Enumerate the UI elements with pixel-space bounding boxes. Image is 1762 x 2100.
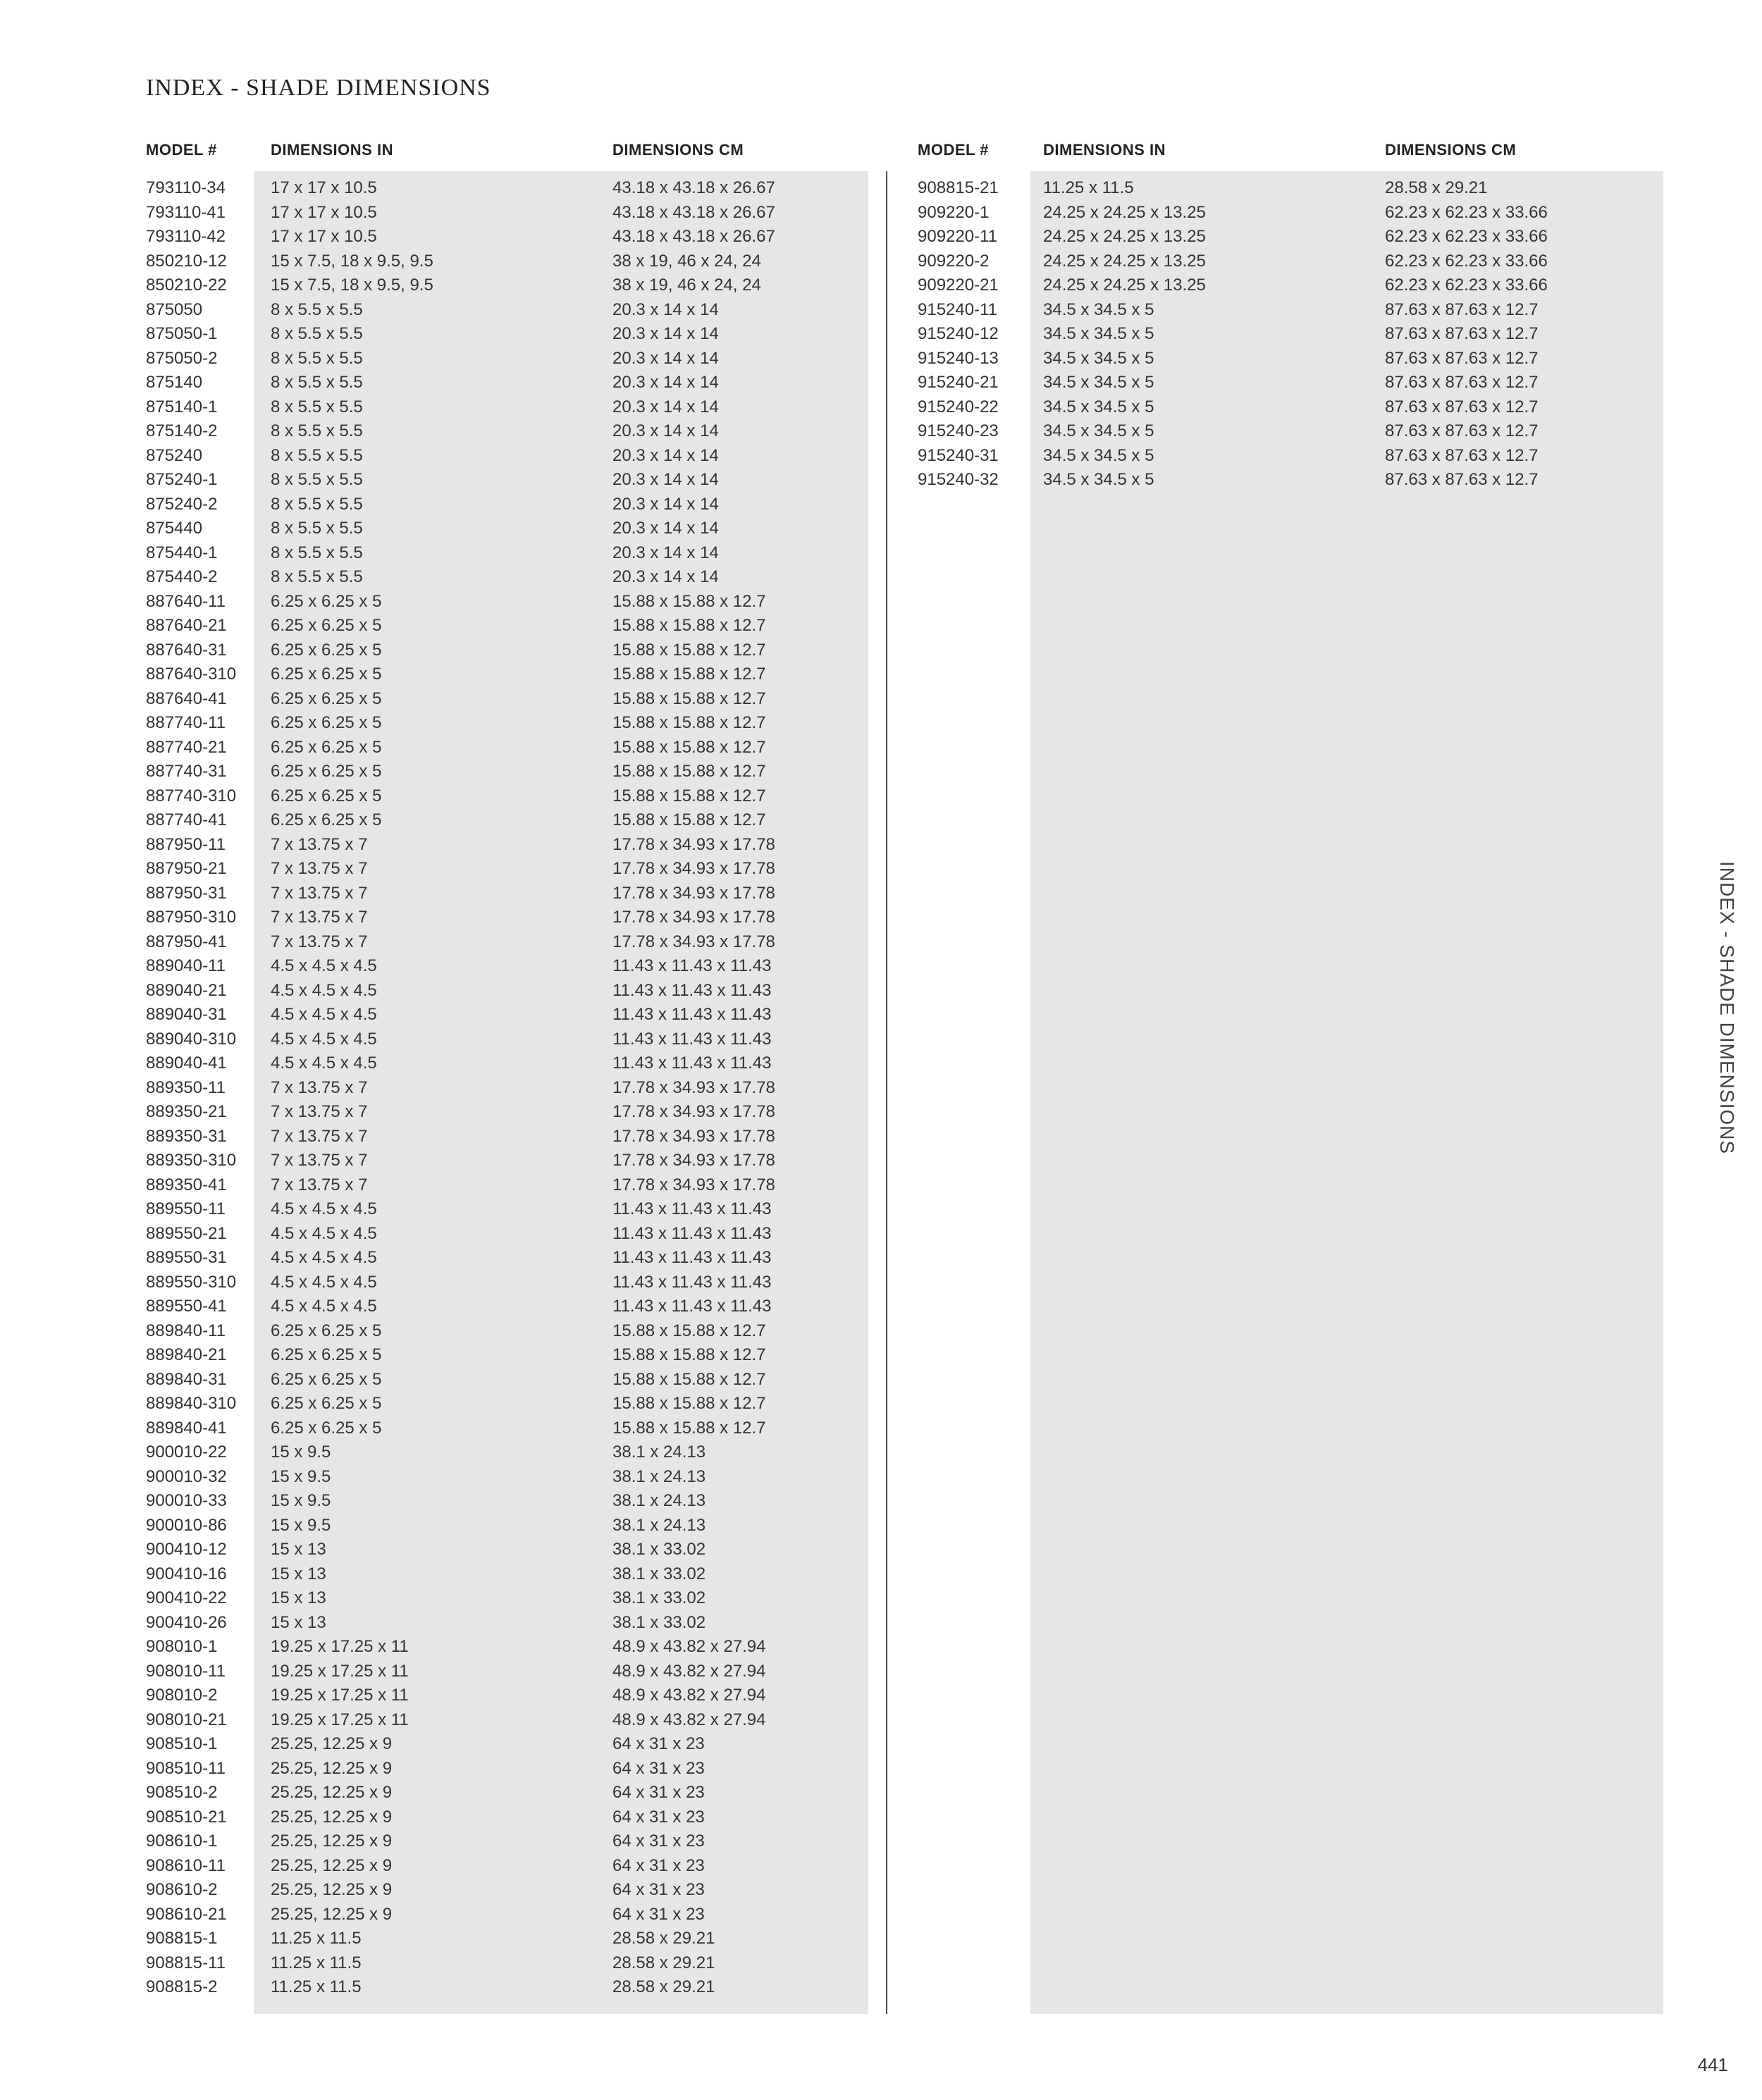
model-cell: 900010-32: [146, 1466, 227, 1486]
dimensions-cm-cell: 15.88 x 15.88 x 12.7: [612, 688, 766, 708]
dimensions-in-cell: 8 x 5.5 x 5.5: [271, 445, 363, 465]
model-cell: 908815-11: [146, 1953, 226, 1972]
dimensions-cm-cell: 38.1 x 33.02: [612, 1612, 706, 1632]
model-cell: 915240-22: [918, 397, 999, 416]
dimensions-cm-cell: 20.3 x 14 x 14: [612, 421, 719, 440]
dimensions-in-cell: 8 x 5.5 x 5.5: [271, 324, 363, 343]
dimensions-in-cell: 11.25 x 11.5: [271, 1977, 362, 1996]
model-cell: 887740-310: [146, 786, 237, 805]
dimensions-cm-cell: 17.78 x 34.93 x 17.78: [612, 1102, 775, 1121]
right-model-column: [918, 176, 999, 493]
dimensions-in-cell: 4.5 x 4.5 x 4.5: [271, 1029, 377, 1049]
model-cell: 908610-11: [146, 1855, 226, 1875]
model-cell: 793110-42: [146, 227, 226, 246]
dimensions-in-cell: 4.5 x 4.5 x 4.5: [271, 956, 377, 975]
dimensions-in-cell: 17 x 17 x 10.5: [271, 202, 377, 222]
dimensions-in-cell: 15 x 13: [271, 1540, 326, 1559]
model-cell: 889840-21: [146, 1345, 227, 1364]
dimensions-in-cell: 34.5 x 34.5 x 5: [1043, 348, 1154, 368]
model-cell: 900010-22: [146, 1443, 227, 1462]
dimensions-in-cell: 8 x 5.5 x 5.5: [271, 299, 363, 319]
model-cell: 887740-21: [146, 737, 227, 757]
dimensions-cm-cell: 38.1 x 24.13: [612, 1491, 706, 1510]
dimensions-in-cell: 6.25 x 6.25 x 5: [271, 810, 382, 829]
dimensions-in-cell: 7 x 13.75 x 7: [271, 1151, 368, 1170]
model-cell: 875240-1: [146, 470, 218, 489]
dimensions-cm-cell: 38.1 x 33.02: [612, 1588, 706, 1607]
model-cell: 889550-11: [146, 1199, 226, 1218]
model-cell: 889840-310: [146, 1394, 237, 1413]
model-cell: 889040-310: [146, 1029, 237, 1049]
dimensions-in-cell: 24.25 x 24.25 x 13.25: [1043, 202, 1206, 222]
dimensions-cm-cell: 87.63 x 87.63 x 12.7: [1385, 445, 1539, 465]
dimensions-in-cell: 7 x 13.75 x 7: [271, 1175, 368, 1194]
left-header-dimensions-in: DIMENSIONS IN: [271, 141, 393, 159]
dimensions-cm-cell: 15.88 x 15.88 x 12.7: [612, 1345, 766, 1364]
dimensions-cm-cell: 11.43 x 11.43 x 11.43: [612, 1297, 772, 1316]
dimensions-cm-cell: 87.63 x 87.63 x 12.7: [1385, 470, 1539, 489]
model-cell: 889040-41: [146, 1054, 227, 1073]
dimensions-in-cell: 15 x 9.5: [271, 1491, 331, 1510]
model-cell: 793110-41: [146, 202, 226, 222]
dimensions-in-cell: 15 x 7.5, 18 x 9.5, 9.5: [271, 276, 433, 295]
dimensions-in-cell: 7 x 13.75 x 7: [271, 883, 368, 903]
model-cell: 908815-2: [146, 1977, 218, 1996]
model-cell: 915240-31: [918, 445, 999, 465]
model-cell: 908510-2: [146, 1783, 218, 1802]
dimensions-cm-cell: 20.3 x 14 x 14: [612, 445, 719, 465]
dimensions-in-cell: 25.25, 12.25 x 9: [271, 1783, 393, 1802]
dimensions-in-cell: 17 x 17 x 10.5: [271, 227, 377, 246]
dimensions-in-cell: 4.5 x 4.5 x 4.5: [271, 1199, 377, 1218]
model-cell: 875140-1: [146, 397, 218, 416]
dimensions-cm-cell: 15.88 x 15.88 x 12.7: [612, 786, 766, 805]
model-cell: 889840-41: [146, 1418, 227, 1438]
dimensions-in-cell: 25.25, 12.25 x 9: [271, 1807, 393, 1827]
dimensions-in-cell: 7 x 13.75 x 7: [271, 908, 368, 927]
dimensions-cm-cell: 11.43 x 11.43 x 11.43: [612, 1199, 772, 1218]
dimensions-in-cell: 7 x 13.75 x 7: [271, 932, 368, 951]
dimensions-cm-cell: 11.43 x 11.43 x 11.43: [612, 980, 772, 1000]
dimensions-in-cell: 8 x 5.5 x 5.5: [271, 397, 363, 416]
dimensions-in-cell: 6.25 x 6.25 x 5: [271, 665, 382, 684]
dimensions-cm-cell: 43.18 x 43.18 x 26.67: [612, 202, 775, 222]
model-cell: 875240: [146, 445, 203, 465]
dimensions-cm-cell: 20.3 x 14 x 14: [612, 397, 719, 416]
dimensions-in-cell: 15 x 13: [271, 1564, 326, 1583]
dimensions-in-cell: 8 x 5.5 x 5.5: [271, 470, 363, 489]
right-header-model: MODEL #: [918, 141, 989, 159]
model-cell: 909220-2: [918, 251, 990, 271]
dimensions-in-cell: 7 x 13.75 x 7: [271, 834, 368, 854]
dimensions-in-cell: 25.25, 12.25 x 9: [271, 1832, 393, 1851]
model-cell: 875140-2: [146, 421, 218, 440]
dimensions-in-cell: 6.25 x 6.25 x 5: [271, 688, 382, 708]
dimensions-cm-cell: 28.58 x 29.21: [612, 1977, 715, 1996]
model-cell: 875050-1: [146, 324, 218, 343]
dimensions-in-cell: 4.5 x 4.5 x 4.5: [271, 1054, 377, 1073]
dimensions-in-cell: 4.5 x 4.5 x 4.5: [271, 980, 377, 1000]
dimensions-in-cell: 4.5 x 4.5 x 4.5: [271, 1005, 377, 1024]
dimensions-in-cell: 4.5 x 4.5 x 4.5: [271, 1297, 377, 1316]
dimensions-cm-cell: 15.88 x 15.88 x 12.7: [612, 1394, 766, 1413]
dimensions-in-cell: 34.5 x 34.5 x 5: [1043, 445, 1154, 465]
dimensions-in-cell: 19.25 x 17.25 x 11: [271, 1710, 409, 1729]
dimensions-in-cell: 19.25 x 17.25 x 11: [271, 1661, 409, 1681]
dimensions-cm-cell: 28.58 x 29.21: [612, 1953, 715, 1972]
left-header-model: MODEL #: [146, 141, 217, 159]
dimensions-cm-cell: 64 x 31 x 23: [612, 1783, 705, 1802]
dimensions-cm-cell: 87.63 x 87.63 x 12.7: [1385, 397, 1539, 416]
dimensions-cm-cell: 11.43 x 11.43 x 11.43: [612, 1029, 772, 1049]
dimensions-in-cell: 25.25, 12.25 x 9: [271, 1880, 393, 1899]
model-cell: 900410-26: [146, 1612, 227, 1632]
model-cell: 889350-11: [146, 1077, 226, 1097]
dimensions-in-cell: 8 x 5.5 x 5.5: [271, 373, 363, 392]
dimensions-cm-cell: 15.88 x 15.88 x 12.7: [612, 762, 766, 781]
dimensions-cm-cell: 11.43 x 11.43 x 11.43: [612, 1272, 772, 1292]
dimensions-in-cell: 11.25 x 11.5: [1043, 178, 1134, 197]
dimensions-cm-cell: 15.88 x 15.88 x 12.7: [612, 713, 766, 732]
left-header-dimensions-cm: DIMENSIONS CM: [612, 141, 744, 159]
dimensions-in-cell: 8 x 5.5 x 5.5: [271, 494, 363, 514]
dimensions-in-cell: 4.5 x 4.5 x 4.5: [271, 1248, 377, 1267]
dimensions-cm-cell: 17.78 x 34.93 x 17.78: [612, 1175, 775, 1194]
model-cell: 908815-1: [146, 1929, 218, 1948]
model-cell: 909220-11: [918, 227, 997, 246]
dimensions-cm-cell: 20.3 x 14 x 14: [612, 470, 719, 489]
dimensions-in-cell: 6.25 x 6.25 x 5: [271, 1321, 382, 1340]
model-cell: 915240-21: [918, 373, 999, 392]
dimensions-cm-cell: 11.43 x 11.43 x 11.43: [612, 1223, 772, 1243]
model-cell: 889550-21: [146, 1223, 227, 1243]
dimensions-cm-cell: 15.88 x 15.88 x 12.7: [612, 640, 766, 660]
dimensions-cm-cell: 11.43 x 11.43 x 11.43: [612, 1248, 772, 1267]
dimensions-cm-cell: 20.3 x 14 x 14: [612, 519, 719, 538]
dimensions-in-cell: 15 x 13: [271, 1588, 326, 1607]
model-cell: 908510-11: [146, 1758, 226, 1778]
dimensions-in-cell: 8 x 5.5 x 5.5: [271, 421, 363, 440]
model-cell: 908610-1: [146, 1832, 218, 1851]
dimensions-cm-cell: 15.88 x 15.88 x 12.7: [612, 1321, 766, 1340]
dimensions-cm-cell: 43.18 x 43.18 x 26.67: [612, 178, 775, 197]
left-dimensions-cm-column: [612, 176, 775, 2000]
dimensions-in-cell: 4.5 x 4.5 x 4.5: [271, 1272, 377, 1292]
dimensions-in-cell: 7 x 13.75 x 7: [271, 859, 368, 878]
dimensions-cm-cell: 38.1 x 24.13: [612, 1515, 706, 1535]
dimensions-cm-cell: 28.58 x 29.21: [612, 1929, 715, 1948]
dimensions-cm-cell: 17.78 x 34.93 x 17.78: [612, 908, 775, 927]
right-dimensions-cm-column: [1385, 176, 1548, 493]
dimensions-in-cell: 4.5 x 4.5 x 4.5: [271, 1223, 377, 1243]
dimensions-cm-cell: 11.43 x 11.43 x 11.43: [612, 1005, 772, 1024]
dimensions-in-cell: 15 x 13: [271, 1612, 326, 1632]
model-cell: 887950-31: [146, 883, 227, 903]
dimensions-in-cell: 6.25 x 6.25 x 5: [271, 713, 382, 732]
dimensions-cm-cell: 20.3 x 14 x 14: [612, 567, 719, 586]
dimensions-cm-cell: 17.78 x 34.93 x 17.78: [612, 859, 775, 878]
dimensions-cm-cell: 64 x 31 x 23: [612, 1758, 705, 1778]
dimensions-cm-cell: 38 x 19, 46 x 24, 24: [612, 276, 761, 295]
dimensions-cm-cell: 15.88 x 15.88 x 12.7: [612, 1369, 766, 1389]
dimensions-cm-cell: 48.9 x 43.82 x 27.94: [612, 1637, 766, 1656]
model-cell: 900410-22: [146, 1588, 227, 1607]
right-dimensions-in-column: [1043, 176, 1206, 493]
dimensions-in-cell: 6.25 x 6.25 x 5: [271, 762, 382, 781]
dimensions-cm-cell: 11.43 x 11.43 x 11.43: [612, 956, 772, 975]
dimensions-cm-cell: 15.88 x 15.88 x 12.7: [612, 616, 766, 635]
model-cell: 908510-21: [146, 1807, 227, 1827]
page-title: INDEX - SHADE DIMENSIONS: [146, 75, 491, 101]
dimensions-in-cell: 6.25 x 6.25 x 5: [271, 1394, 382, 1413]
dimensions-cm-cell: 20.3 x 14 x 14: [612, 543, 719, 562]
model-cell: 915240-13: [918, 348, 999, 368]
dimensions-in-cell: 15 x 9.5: [271, 1443, 331, 1462]
model-cell: 887950-21: [146, 859, 227, 878]
dimensions-cm-cell: 17.78 x 34.93 x 17.78: [612, 932, 775, 951]
model-cell: 793110-34: [146, 178, 226, 197]
dimensions-in-cell: 6.25 x 6.25 x 5: [271, 1369, 382, 1389]
dimensions-in-cell: 34.5 x 34.5 x 5: [1043, 324, 1154, 343]
model-cell: 908010-21: [146, 1710, 227, 1729]
dimensions-cm-cell: 20.3 x 14 x 14: [612, 348, 719, 368]
model-cell: 887740-11: [146, 713, 226, 732]
dimensions-in-cell: 34.5 x 34.5 x 5: [1043, 373, 1154, 392]
dimensions-in-cell: 8 x 5.5 x 5.5: [271, 543, 363, 562]
dimensions-cm-cell: 87.63 x 87.63 x 12.7: [1385, 324, 1539, 343]
model-cell: 889350-21: [146, 1102, 227, 1121]
dimensions-in-cell: 6.25 x 6.25 x 5: [271, 591, 382, 611]
model-cell: 908010-11: [146, 1661, 226, 1681]
dimensions-cm-cell: 17.78 x 34.93 x 17.78: [612, 1126, 775, 1146]
model-cell: 889840-11: [146, 1321, 226, 1340]
dimensions-in-cell: 7 x 13.75 x 7: [271, 1077, 368, 1097]
dimensions-cm-cell: 20.3 x 14 x 14: [612, 324, 719, 343]
model-cell: 900010-86: [146, 1515, 227, 1535]
model-cell: 908010-1: [146, 1637, 218, 1656]
model-cell: 889040-31: [146, 1005, 227, 1024]
model-cell: 887640-11: [146, 591, 226, 611]
dimensions-in-cell: 24.25 x 24.25 x 13.25: [1043, 276, 1206, 295]
model-cell: 889040-21: [146, 980, 227, 1000]
dimensions-cm-cell: 64 x 31 x 23: [612, 1855, 705, 1875]
dimensions-cm-cell: 87.63 x 87.63 x 12.7: [1385, 421, 1539, 440]
dimensions-cm-cell: 17.78 x 34.93 x 17.78: [612, 883, 775, 903]
left-model-column: [146, 176, 236, 2000]
dimensions-cm-cell: 48.9 x 43.82 x 27.94: [612, 1661, 766, 1681]
model-cell: 915240-32: [918, 470, 999, 489]
dimensions-in-cell: 11.25 x 11.5: [271, 1953, 362, 1972]
dimensions-in-cell: 25.25, 12.25 x 9: [271, 1758, 393, 1778]
dimensions-in-cell: 6.25 x 6.25 x 5: [271, 1345, 382, 1364]
dimensions-in-cell: 8 x 5.5 x 5.5: [271, 567, 363, 586]
model-cell: 889350-310: [146, 1151, 237, 1170]
model-cell: 887740-41: [146, 810, 227, 829]
dimensions-cm-cell: 64 x 31 x 23: [612, 1904, 705, 1924]
dimensions-cm-cell: 48.9 x 43.82 x 27.94: [612, 1710, 766, 1729]
dimensions-in-cell: 34.5 x 34.5 x 5: [1043, 299, 1154, 319]
dimensions-cm-cell: 11.43 x 11.43 x 11.43: [612, 1054, 772, 1073]
dimensions-cm-cell: 17.78 x 34.93 x 17.78: [612, 834, 775, 854]
dimensions-in-cell: 7 x 13.75 x 7: [271, 1126, 368, 1146]
model-cell: 889040-11: [146, 956, 226, 975]
model-cell: 887640-310: [146, 665, 237, 684]
dimensions-cm-cell: 62.23 x 62.23 x 33.66: [1385, 227, 1548, 246]
dimensions-cm-cell: 64 x 31 x 23: [612, 1832, 705, 1851]
dimensions-in-cell: 7 x 13.75 x 7: [271, 1102, 368, 1121]
dimensions-cm-cell: 17.78 x 34.93 x 17.78: [612, 1151, 775, 1170]
model-cell: 875440: [146, 519, 203, 538]
model-cell: 889550-41: [146, 1297, 227, 1316]
model-cell: 875440-1: [146, 543, 218, 562]
dimensions-cm-cell: 20.3 x 14 x 14: [612, 299, 719, 319]
model-cell: 915240-11: [918, 299, 997, 319]
dimensions-cm-cell: 15.88 x 15.88 x 12.7: [612, 591, 766, 611]
model-cell: 900410-16: [146, 1564, 227, 1583]
dimensions-cm-cell: 20.3 x 14 x 14: [612, 373, 719, 392]
dimensions-in-cell: 17 x 17 x 10.5: [271, 178, 377, 197]
dimensions-cm-cell: 38.1 x 33.02: [612, 1564, 706, 1583]
right-header-dimensions-cm: DIMENSIONS CM: [1385, 141, 1517, 159]
dimensions-in-cell: 8 x 5.5 x 5.5: [271, 519, 363, 538]
dimensions-cm-cell: 38.1 x 24.13: [612, 1443, 706, 1462]
dimensions-in-cell: 19.25 x 17.25 x 11: [271, 1686, 409, 1705]
dimensions-cm-cell: 64 x 31 x 23: [612, 1807, 705, 1827]
model-cell: 887640-21: [146, 616, 227, 635]
dimensions-in-cell: 34.5 x 34.5 x 5: [1043, 421, 1154, 440]
model-cell: 900010-33: [146, 1491, 227, 1510]
model-cell: 900410-12: [146, 1540, 227, 1559]
dimensions-in-cell: 24.25 x 24.25 x 13.25: [1043, 251, 1206, 271]
model-cell: 889550-310: [146, 1272, 237, 1292]
model-cell: 875440-2: [146, 567, 218, 586]
left-dimensions-in-column: [271, 176, 433, 2000]
dimensions-cm-cell: 62.23 x 62.23 x 33.66: [1385, 251, 1548, 271]
model-cell: 887950-11: [146, 834, 226, 854]
right-header-dimensions-in: DIMENSIONS IN: [1043, 141, 1166, 159]
dimensions-cm-cell: 87.63 x 87.63 x 12.7: [1385, 348, 1539, 368]
dimensions-cm-cell: 15.88 x 15.88 x 12.7: [612, 810, 766, 829]
model-cell: 887640-41: [146, 688, 227, 708]
model-cell: 887950-41: [146, 932, 227, 951]
dimensions-cm-cell: 62.23 x 62.23 x 33.66: [1385, 202, 1548, 222]
dimensions-cm-cell: 17.78 x 34.93 x 17.78: [612, 1077, 775, 1097]
dimensions-cm-cell: 28.58 x 29.21: [1385, 178, 1488, 197]
model-cell: 889550-31: [146, 1248, 227, 1267]
side-section-label: INDEX - SHADE DIMENSIONS: [1716, 860, 1738, 1155]
dimensions-in-cell: 25.25, 12.25 x 9: [271, 1734, 393, 1753]
dimensions-cm-cell: 87.63 x 87.63 x 12.7: [1385, 373, 1539, 392]
model-cell: 889840-31: [146, 1369, 227, 1389]
dimensions-cm-cell: 38.1 x 24.13: [612, 1466, 706, 1486]
dimensions-in-cell: 6.25 x 6.25 x 5: [271, 640, 382, 660]
dimensions-in-cell: 15 x 9.5: [271, 1515, 331, 1535]
dimensions-cm-cell: 38.1 x 33.02: [612, 1540, 706, 1559]
dimensions-cm-cell: 87.63 x 87.63 x 12.7: [1385, 299, 1539, 319]
dimensions-in-cell: 6.25 x 6.25 x 5: [271, 616, 382, 635]
dimensions-cm-cell: 15.88 x 15.88 x 12.7: [612, 737, 766, 757]
dimensions-in-cell: 6.25 x 6.25 x 5: [271, 786, 382, 805]
model-cell: 889350-41: [146, 1175, 227, 1194]
dimensions-in-cell: 25.25, 12.25 x 9: [271, 1904, 393, 1924]
column-divider: [886, 171, 887, 2014]
dimensions-in-cell: 15 x 7.5, 18 x 9.5, 9.5: [271, 251, 433, 271]
dimensions-cm-cell: 20.3 x 14 x 14: [612, 494, 719, 514]
model-cell: 908010-2: [146, 1686, 218, 1705]
model-cell: 908610-2: [146, 1880, 218, 1899]
dimensions-in-cell: 6.25 x 6.25 x 5: [271, 1418, 382, 1438]
dimensions-cm-cell: 43.18 x 43.18 x 26.67: [612, 227, 775, 246]
dimensions-in-cell: 6.25 x 6.25 x 5: [271, 737, 382, 757]
dimensions-in-cell: 15 x 9.5: [271, 1466, 331, 1486]
model-cell: 909220-1: [918, 202, 990, 222]
model-cell: 889350-31: [146, 1126, 227, 1146]
model-cell: 887950-310: [146, 908, 237, 927]
model-cell: 850210-22: [146, 276, 227, 295]
dimensions-cm-cell: 64 x 31 x 23: [612, 1734, 705, 1753]
model-cell: 875240-2: [146, 494, 218, 514]
model-cell: 909220-21: [918, 276, 999, 295]
dimensions-cm-cell: 64 x 31 x 23: [612, 1880, 705, 1899]
page-number: 441: [1697, 2054, 1728, 2075]
dimensions-cm-cell: 62.23 x 62.23 x 33.66: [1385, 276, 1548, 295]
dimensions-cm-cell: 48.9 x 43.82 x 27.94: [612, 1686, 766, 1705]
model-cell: 887740-31: [146, 762, 227, 781]
model-cell: 915240-12: [918, 324, 999, 343]
dimensions-in-cell: 34.5 x 34.5 x 5: [1043, 397, 1154, 416]
model-cell: 908510-1: [146, 1734, 218, 1753]
model-cell: 908815-21: [918, 178, 999, 197]
dimensions-in-cell: 8 x 5.5 x 5.5: [271, 348, 363, 368]
dimensions-in-cell: 34.5 x 34.5 x 5: [1043, 470, 1154, 489]
dimensions-cm-cell: 15.88 x 15.88 x 12.7: [612, 665, 766, 684]
model-cell: 915240-23: [918, 421, 999, 440]
model-cell: 887640-31: [146, 640, 227, 660]
dimensions-in-cell: 19.25 x 17.25 x 11: [271, 1637, 409, 1656]
model-cell: 875050-2: [146, 348, 218, 368]
dimensions-cm-cell: 15.88 x 15.88 x 12.7: [612, 1418, 766, 1438]
model-cell: 875140: [146, 373, 203, 392]
dimensions-in-cell: 11.25 x 11.5: [271, 1929, 362, 1948]
dimensions-in-cell: 24.25 x 24.25 x 13.25: [1043, 227, 1206, 246]
dimensions-cm-cell: 38 x 19, 46 x 24, 24: [612, 251, 761, 271]
model-cell: 850210-12: [146, 251, 227, 271]
model-cell: 908610-21: [146, 1904, 227, 1924]
dimensions-in-cell: 25.25, 12.25 x 9: [271, 1855, 393, 1875]
model-cell: 875050: [146, 299, 203, 319]
